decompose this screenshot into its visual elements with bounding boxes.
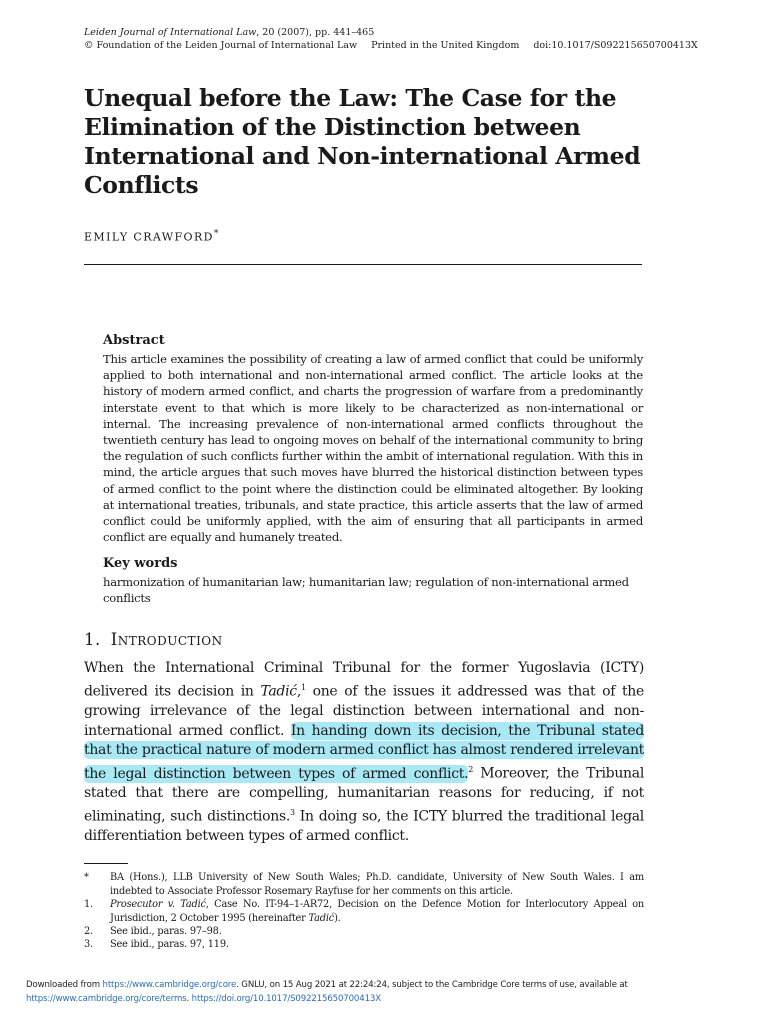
doi: doi:10.1017/S092215650700413X (533, 40, 698, 51)
footnote-text-close: ). (334, 912, 341, 924)
download-prefix: Downloaded from (26, 980, 103, 990)
keywords-text: harmonization of humanitarian law; humanitarian law; regulation of non-international armed conflicts (103, 575, 629, 606)
footnote-text-part: , Case No. IT-94–1-AR72, Decision on the Defence Motion for Interlocutory Appeal on Jurisdiction, 2 October 1995 (hereinafter (110, 899, 645, 924)
footnote-case-short: Tadić (308, 912, 335, 924)
body-text-mid: one of the issues it addressed was that of the growing irrelevance of the legal distinction between international and non-international armed conflict. (84, 683, 645, 739)
footnote-3 (84, 938, 644, 952)
footnote-author (84, 871, 644, 898)
body-text-start: When the International Criminal Tribunal for the former Yugoslavia (ICTY) delivered its decision in (84, 660, 644, 700)
body-text-after: Moreover, the Tribunal stated that there are compelling, humanitarian reasons for reducing, if not eliminating, such distinctions. (84, 765, 644, 826)
body-paragraph: When the International Criminal Tribunal for the former Yugoslavia (ICTY) delivered its decision in Tadić,$^1$ one of the issues it addressed was that of the growing irrelevance of the legal distinction between international and non-international armed conflict. In handing down its decision, the Tribunal stated that the practical nature of modern armed conflict has almost rendered irrelevant the legal distinction between types of armed conflict.$^2$ Moreover, the Tribunal stated that there are compelling, humanitarian reasons for reducing, if not eliminating, such distinctions.$^3$ In doing so, the ICTY blurred the traditional legal differentiation between types of armed conflict. (84, 660, 645, 845)
author-line (84, 229, 218, 244)
keywords-heading: Key words (103, 556, 178, 571)
footnote-ref-3[interactable]: 3 (289, 808, 295, 818)
journal-name: Leiden Journal of International Law (84, 27, 257, 38)
footnote-divider (84, 863, 128, 864)
title-divider (84, 264, 642, 265)
footnote-mark: 2. (84, 926, 93, 937)
journal-header (84, 26, 698, 52)
section-title: Introduction (110, 630, 223, 649)
author-footnote-mark: * (213, 229, 219, 239)
footnote-text: See ibid., paras. 97–98. (110, 926, 222, 937)
section-heading (84, 630, 223, 649)
section-number: 1. (84, 630, 101, 649)
abstract-text: This article examines the possibility of creating a law of armed conflict that could be uniformly applied to both international and non-international armed conflict. The article looks at the history of modern armed conflict, and charts the progression of warfare from a predominantly interstate event to that which is more likely to be characterized as non-international or internal. The increasing prevalence of non-international armed conflicts throughout the twentieth century has lead to ongoing moves on behalf of the international community to bring the regulation of such conflicts further within the ambit of international regulation. With this in mind, the article argues that such moves have blurred the historical distinction between types of armed conflict to the point where the distinction could be eliminated altogether. By looking at international treaties, tribunals, and state practice, this article asserts that the law of armed conflict could be uniformly applied, with the aim of ensuring that all participants in armed conflict are equally and humanely treated. (103, 352, 643, 545)
footnote-mark: * (84, 872, 89, 883)
footnote-ref-2[interactable]: 2 (468, 765, 474, 775)
footnote-case-title: Prosecutor v. Tadić (110, 899, 206, 910)
copyright-notice: © Foundation of the Leiden Journal of International Law (84, 40, 358, 51)
journal-citation: , 20 (2007), pp. 441–465 (256, 27, 375, 38)
download-separator: . (186, 993, 192, 1004)
article-title: Unequal before the Law: The Case for the Elimination of the Distinction between International and Non-international Armed Conflicts (84, 84, 641, 199)
footnote-1 (84, 898, 644, 925)
terms-link[interactable]: https://www.cambridge.org/core/terms (26, 993, 187, 1004)
download-notice (26, 979, 742, 1006)
footnote-mark: 1. (84, 899, 93, 910)
journal-info-line (84, 39, 698, 52)
footnote-ref-1[interactable]: 1 (300, 683, 306, 693)
doi-link[interactable]: https://doi.org/10.1017/S092215650700413X (191, 993, 381, 1004)
highlighted-passage[interactable]: In handing down its decision, the Tribunal stated that the practical nature of modern armed conflict has almost rendered irrelevant the legal distinction between types of armed conflict. (84, 722, 645, 782)
download-terms-text: . GNLU, on 15 Aug 2021 at 22:24:24, subject to the Cambridge Core terms of use, available at (236, 980, 628, 990)
journal-citation-line (84, 26, 698, 39)
case-name: Tadić (260, 683, 297, 700)
footnote-mark: 3. (84, 939, 93, 950)
footnote-2 (84, 925, 644, 939)
body-text-end: In doing so, the ICTY blurred the traditional legal differentiation between types of armed conflict. (84, 809, 644, 845)
printed-notice: Printed in the United Kingdom (371, 40, 520, 51)
footnote-text: BA (Hons.), LLB University of New South Wales; Ph.D. candidate, University of New South Wales. I am indebted to Associate Professor Rosemary Rayfuse for her comments on this article. (110, 872, 644, 897)
footnote-text (110, 898, 644, 925)
abstract-heading: Abstract (103, 333, 165, 348)
cambridge-core-link[interactable]: https://www.cambridge.org/core (102, 980, 237, 990)
author-name: EMILY CRAWFORD (84, 230, 214, 244)
footnote-text: See ibid., paras. 97, 119. (110, 939, 229, 950)
